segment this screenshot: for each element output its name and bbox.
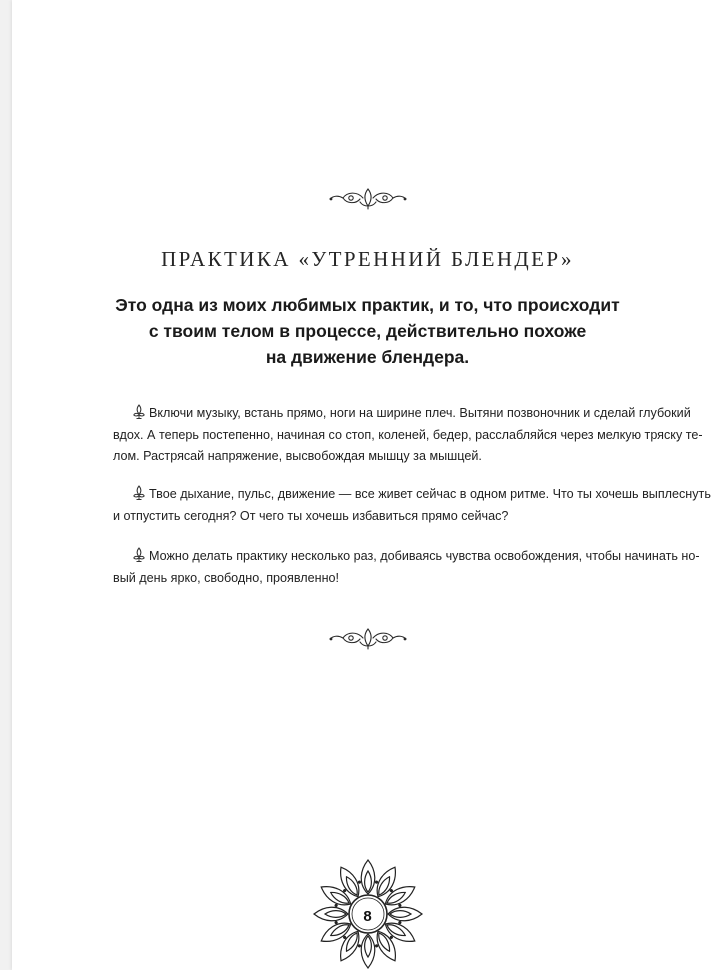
paragraph-line bbox=[113, 403, 691, 425]
paragraph-line: лом. Растрясай напряжение, высвобождая мышцу за мышцей. bbox=[113, 449, 482, 463]
mandala-inner-petal bbox=[390, 911, 411, 918]
ornament-divider-bottom-icon bbox=[327, 626, 409, 650]
paragraph-line: и отпустить сегодня? От чего ты хочешь избавиться прямо сейчас? bbox=[113, 508, 509, 523]
paragraph-line bbox=[113, 484, 711, 506]
paragraph-text: Можно делать практику несколько раз, добиваясь чувства освобождения, чтобы начинать но- bbox=[149, 549, 700, 563]
lotus-bullet-icon bbox=[133, 404, 145, 419]
paragraph-text: Твое дыхание, пульс, движение — все живет сейчас в одном ритме. Что ты хочешь выплеснуть bbox=[149, 487, 711, 501]
mandala-inner-petal bbox=[364, 871, 371, 892]
paragraph-2 bbox=[113, 484, 711, 527]
lead-line: на движение блендера. bbox=[265, 347, 470, 367]
lead-line: с твоим телом в процессе, действительно похоже bbox=[148, 321, 587, 341]
paragraph-line bbox=[113, 546, 700, 568]
ornament-divider-top-icon bbox=[327, 186, 409, 210]
paragraph-text: Включи музыку, встань прямо, ноги на ширине плеч. Вытяни позвоночник и сделай глубокий bbox=[149, 406, 691, 420]
lead-paragraph bbox=[12, 292, 723, 370]
paragraph-line: вдох. А теперь постепенно, начиная со стоп, коленей, бедер, расслабляйся через мелкую тряску те- bbox=[113, 427, 703, 442]
mandala-inner-petal bbox=[364, 936, 371, 957]
mandala-inner-petal bbox=[325, 911, 346, 918]
page-title: ПРАКТИКА «УТРЕННИЙ БЛЕНДЕР» bbox=[161, 247, 574, 271]
page-number: 8 bbox=[363, 908, 372, 925]
paragraph-1 bbox=[113, 403, 703, 468]
paragraph-line: вый день ярко, свободно, проявленно! bbox=[113, 570, 340, 585]
book-page bbox=[12, 0, 723, 970]
paragraph-3 bbox=[113, 546, 700, 589]
lotus-bullet-icon bbox=[133, 485, 145, 500]
lead-line: Это одна из моих любимых практик, и то, что происходит bbox=[115, 295, 620, 315]
lotus-bullet-icon bbox=[133, 547, 145, 562]
